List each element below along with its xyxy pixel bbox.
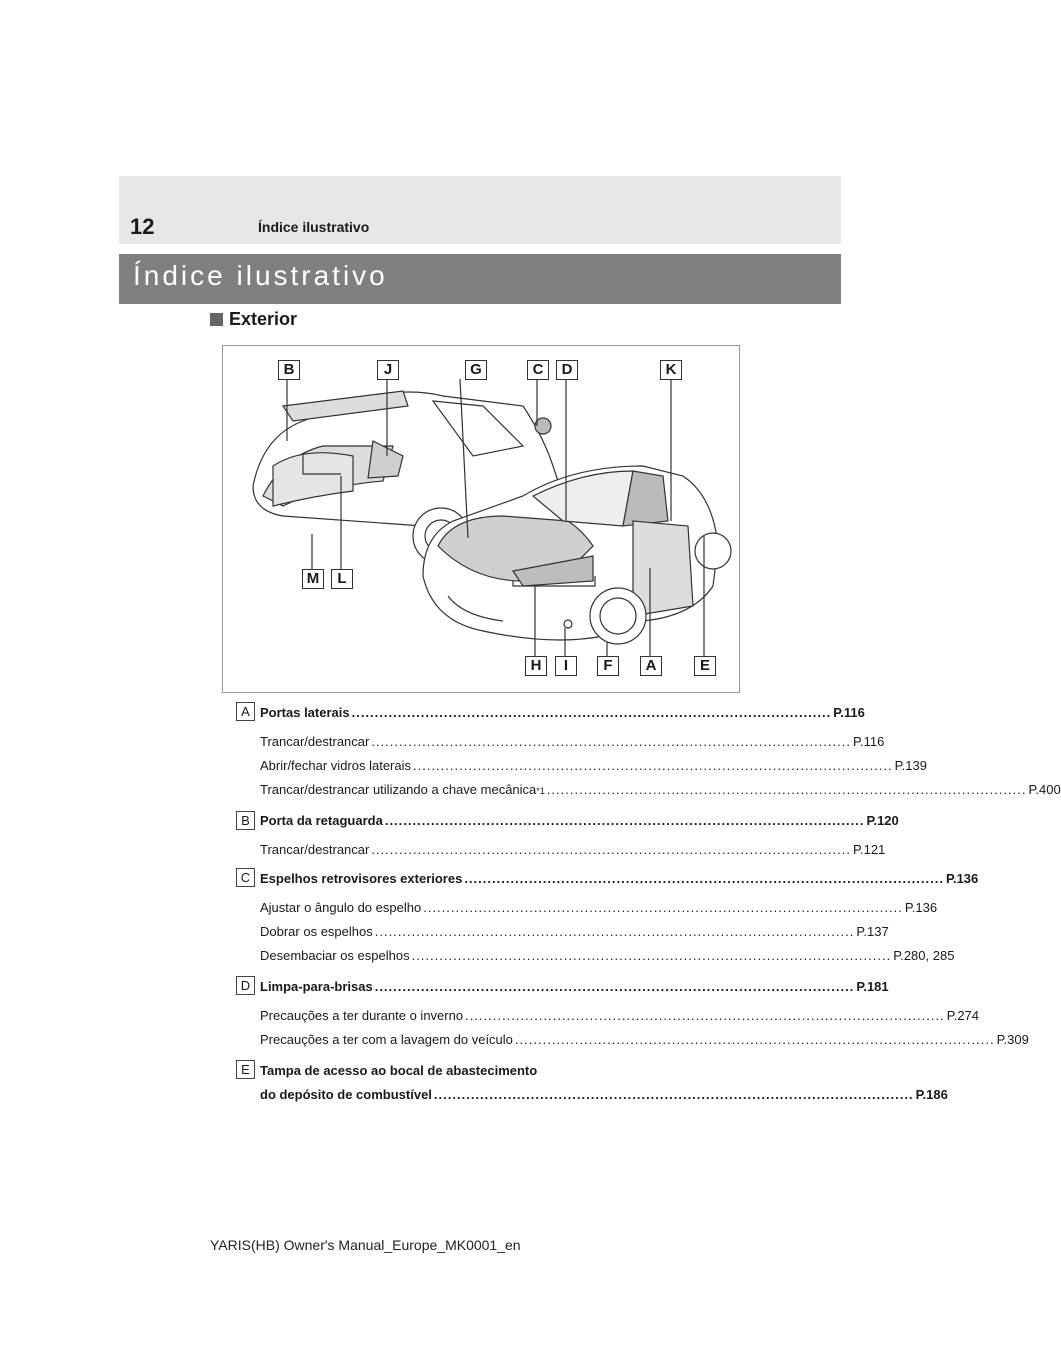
subsection-label: Exterior [229,309,298,329]
callout-e: E [694,656,716,676]
entry-e-title-line1: Tampa de acesso ao bocal de abastecimento [260,1063,538,1078]
entry-d-sub-1[interactable]: Precauções a ter durante o inverno ........................................................................................................ P.274 [260,1008,980,1023]
entry-c-title[interactable]: Espelhos retrovisores exteriores ........................................................................................................ P.136 [260,871,979,886]
square-bullet-icon [210,313,223,326]
entry-d-title[interactable]: Limpa-para-brisas ........................................................................................................ P.181 [260,979,889,994]
header-band [119,176,841,244]
entry-letter-d: D [236,976,255,995]
subsection-heading [210,309,297,330]
title-band [119,254,841,304]
page-title: Índice ilustrativo [133,260,388,291]
callout-d: D [556,360,578,380]
callout-h: H [525,656,547,676]
entry-letter-e: E [236,1060,255,1079]
callout-i: I [555,656,577,676]
entry-a-sub-1[interactable]: Trancar/destrancar ........................................................................................................ P.116 [260,734,885,749]
entry-letter-b: B [236,811,255,830]
entry-c-sub-1[interactable]: Ajustar o ângulo do espelho ........................................................................................................ P.136 [260,900,938,915]
entry-a-sub-3[interactable]: Trancar/destrancar utilizando a chave mecânica *1 ........................................................................................................ P.400 [260,782,1061,797]
callout-f: F [597,656,619,676]
entry-c-sub-3[interactable]: Desembaciar os espelhos ........................................................................................................ P.280, 285 [260,948,955,963]
callout-l: L [331,569,353,589]
callout-k: K [660,360,682,380]
entry-page: P.116 [833,705,865,720]
running-header-section: Índice ilustrativo [258,219,370,235]
entry-e-title[interactable]: do depósito de combustível ........................................................................................................ P.186 [260,1087,948,1102]
entry-letter-c: C [236,868,255,887]
entry-d-sub-2[interactable]: Precauções a ter com a lavagem do veículo ........................................................................................................ P.309 [260,1032,1029,1047]
callout-g: G [465,360,487,380]
page-number: 12 [130,214,155,239]
entry-b-sub-1[interactable]: Trancar/destrancar ........................................................................................................ P.121 [260,842,886,857]
car-exterior-illustration [222,345,740,693]
entry-letter-a: A [236,702,255,721]
callout-m: M [302,569,324,589]
entry-c-sub-2[interactable]: Dobrar os espelhos ........................................................................................................ P.137 [260,924,889,939]
callout-c: C [527,360,549,380]
car-drawing [223,346,739,692]
callout-b: B [278,360,300,380]
callout-j: J [377,360,399,380]
entry-a-title[interactable]: Portas laterais ........................................................................................................ P.116 [260,705,865,720]
footer-manual-id: YARIS(HB) Owner's Manual_Europe_MK0001_en [210,1237,521,1253]
callout-a: A [640,656,662,676]
entry-b-title[interactable]: Porta da retaguarda ........................................................................................................ P.120 [260,813,899,828]
entry-title-text: Portas laterais [260,705,350,720]
entry-a-sub-2[interactable]: Abrir/fechar vidros laterais ........................................................................................................ P.139 [260,758,927,773]
